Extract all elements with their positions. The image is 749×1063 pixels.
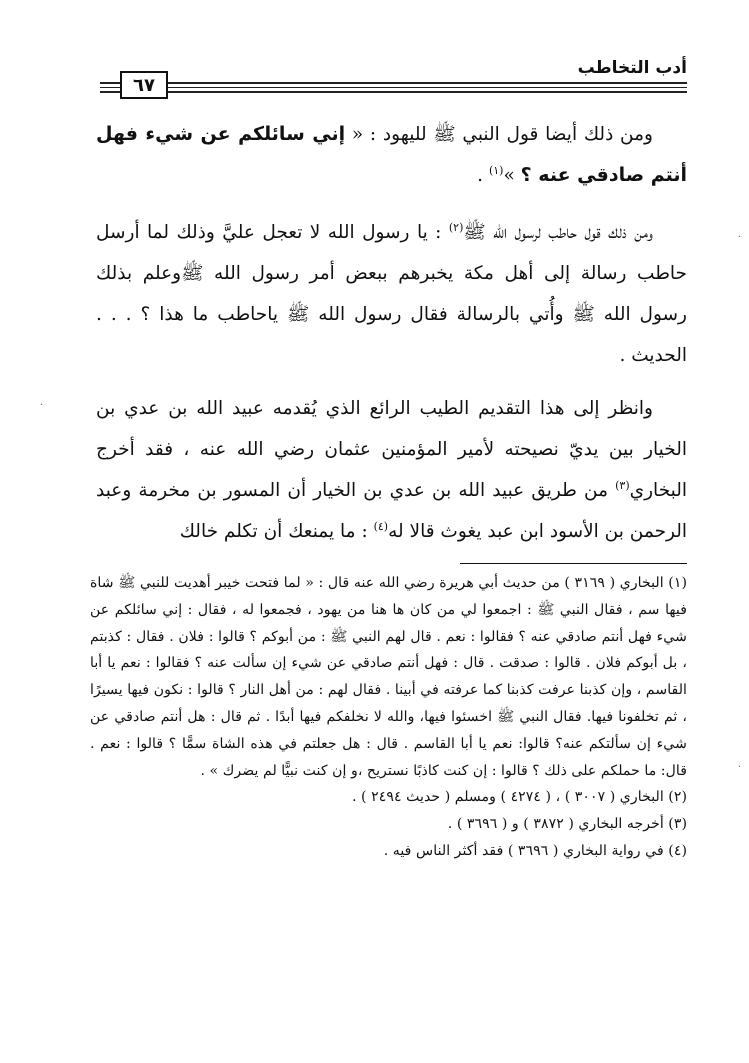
page-number: ٦٧ bbox=[120, 71, 168, 99]
footnote-4: (٤) في رواية البخاري ( ٣٦٩٦ ) فقد أكثر الناس فيه . bbox=[383, 842, 687, 859]
header-rule-left bbox=[100, 91, 120, 93]
running-header-title: أدب التخاطب bbox=[577, 58, 687, 78]
p1-end: . bbox=[477, 165, 489, 186]
header-rule bbox=[100, 82, 687, 84]
p3-end: : ما يمنعك أن تكلم خالك bbox=[179, 521, 374, 542]
p1-lead: ومن ذلك أيضا قول النبي ﷺ لليهود : « bbox=[345, 124, 653, 145]
footnote-1: (١) البخاري ( ٣١٦٩ ) من حديث أبي هريرة رضي الله عنه قال : « لما فتحت خيبر أهديت للنبي ﷺ شاة فيها سم ، فقال النبي ﷺ : اجمعوا لي من كان ها هنا من يهود ، فجمعوا له ، فقال : إني سائلكم عن شيء فهل أنتم صادقي عنه ؟ فقالوا : نعم . قال لهم النبي ﷺ : من أبوكم ؟ قالوا : فلان . فقال : كذبتم ، بل أبوكم فلان . قالوا : صدقت . قال : فهل أنتم صادقي عن شيء إن سألت عنه ؟ فقالوا : نعم يا أبا القاسم ، وإن كذبنا عرفت كذبنا كما عرفته في أبينا . فقال لهم : من أهل النار ؟ قالوا : نكون فيها يسيرًا ، ثم تخلفونا فيها. فقال النبي ﷺ اخسئوا فيها، والله لا نخلفكم فيها أبدًا . ثم قال : هل أنتم صادقي عن شيء إن سألتكم عنه؟ قالوا: نعم يا أبا القاسم . قال : هل جعلتم في هذه الشاة سمًّا ؟ قالوا : نعم . قال: ما حملكم على ذلك ؟ قالوا : إن كنت كاذبًا نستريح ،و إن كنت نبيًّا لم يضرك » . bbox=[90, 575, 687, 779]
footnote-separator bbox=[460, 563, 687, 564]
p2-lead: ومن ذلك قول حاطب لرسول الله ﷺ bbox=[463, 222, 653, 243]
header-rule bbox=[100, 87, 687, 88]
header-rule-left bbox=[100, 87, 120, 88]
footnote-2: (٢) البخاري ( ٣٠٠٧ ) ، ( ٤٢٧٤ ) ومسلم ( حديث ٢٤٩٤ ) . bbox=[352, 789, 687, 806]
footnote-ref-1: (١) bbox=[488, 163, 504, 177]
paragraph-1 bbox=[96, 114, 687, 196]
footnotes bbox=[90, 570, 687, 865]
p3-mid: من طريق عبيد الله بن عدي بن الخيار أن المسور بن مخرمة وعبد الرحمن بن الأسود ابن عبد يغوث قالا له bbox=[96, 480, 687, 542]
paragraph-3 bbox=[96, 388, 687, 552]
footnote-3: (٣) أخرجه البخاري ( ٣٨٧٢ ) و ( ٣٦٩٦ ) . bbox=[447, 816, 687, 833]
p3-lead: وانظر إلى هذا التقديم الطيب الرائع الذي يُقدمه عبيد الله بن عدي بن الخيار بين يديّ نصيحته لأمير المؤمنين عثمان رضي الله عنه ، فقد أخرج البخاري bbox=[96, 398, 687, 501]
footnote-ref-2: (٢) bbox=[448, 220, 464, 234]
p2-body: : يا رسول الله لا تعجل عليَّ وذلك لما أرسل حاطب رسالة إلى أهل مكة يخبرهم ببعض أمر رسول الله ﷺوعلم بذلك رسول الله ﷺ وأُتي بالرسالة فقال رسول الله ﷺ ياحاطب ما هذا ؟ . . . الحديث . bbox=[96, 222, 687, 366]
scan-mark: · bbox=[737, 762, 741, 773]
p1-tail: » bbox=[503, 165, 521, 186]
scan-mark: · bbox=[40, 400, 44, 411]
header-rule bbox=[100, 91, 687, 93]
footnote-ref-3: (٣) bbox=[615, 478, 630, 492]
header-rule-left bbox=[100, 82, 120, 84]
footnote-ref-4: (٤) bbox=[373, 519, 389, 533]
scan-mark: · bbox=[737, 232, 741, 243]
main-text bbox=[96, 114, 687, 564]
paragraph-2 bbox=[96, 212, 687, 376]
hadith-quote: إني سائلكم عن شيء فهل أنتم صادقي عنه ؟ bbox=[96, 123, 687, 186]
